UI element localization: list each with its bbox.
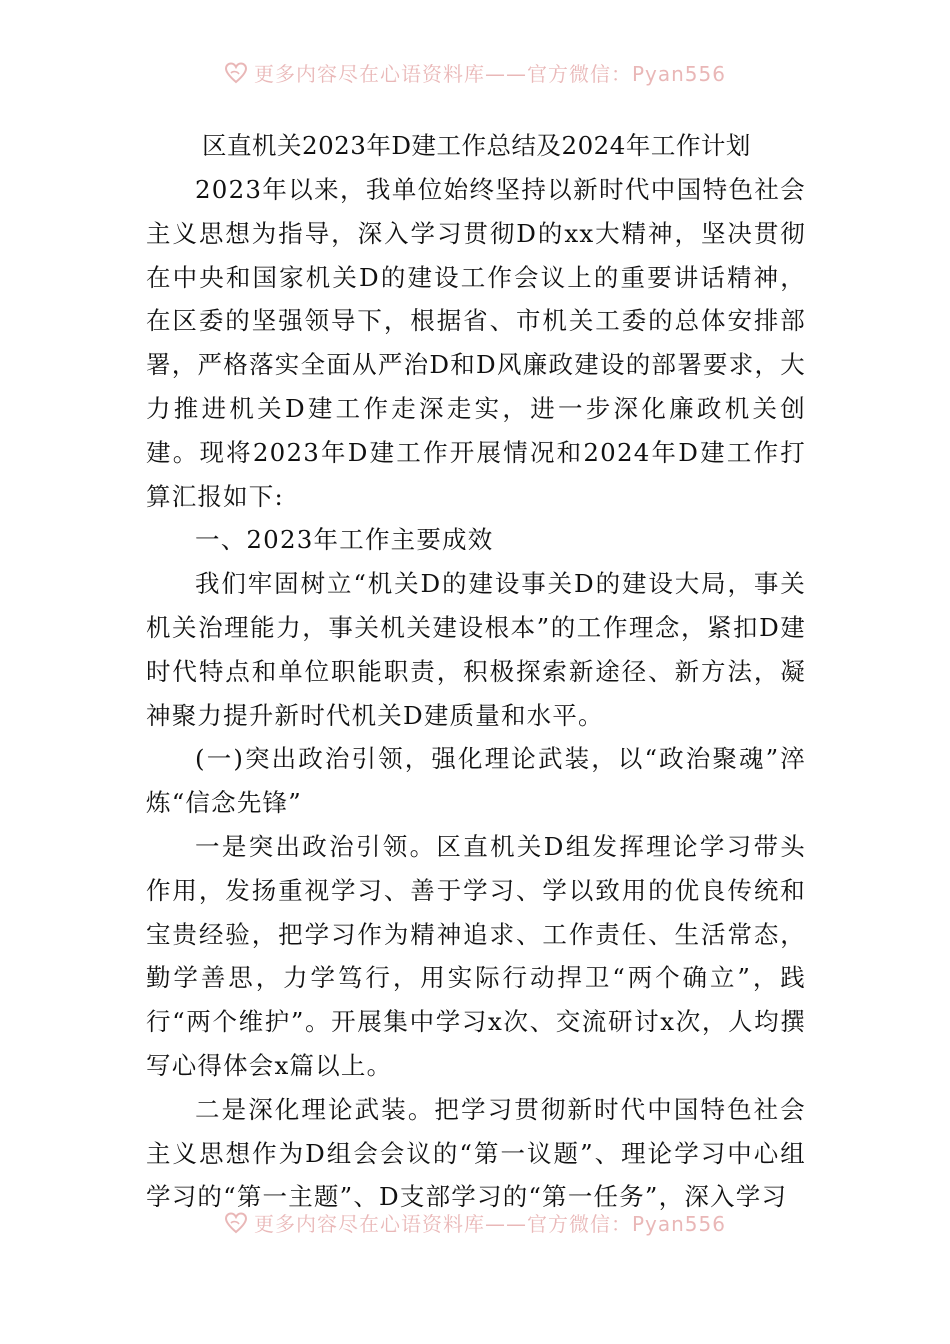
document-page: [146, 124, 806, 1219]
heart-logo-icon: [224, 61, 248, 85]
subsection-heading-political-leadership: (一)突出政治引领，强化理论武装，以“政治聚魂”淬炼“信念先锋”: [146, 744, 806, 818]
point-one-paragraph: 一是突出政治引领。区直机关D组发挥理论学习带头作用，发扬重视学习、善于学习、学以致用的优良传统和宝贵经验，把学习作为精神追求、工作责任、生活常态，勤学善思，力学笃行，用实际行动捍卫“两个确立”，践行“两个维护”。开展集中学习x次、交流研讨x次，人均撰写心得体会x篇以上。: [146, 831, 806, 1080]
heart-logo-icon: [224, 1211, 248, 1235]
intro-paragraph: 2023年以来，我单位始终坚持以新时代中国特色社会主义思想为指导，深入学习贯彻D的xx大精神，坚决贯彻在中央和国家机关D的建设工作会议上的重要讲话精神，在区委的坚强领导下，根据省、市机关工委的总体安排部署，严格落实全面从严治D和D风廉政建设的部署要求，大力推进机关D建工作走深走实，进一步深化廉政机关创建。现将2023年D建工作开展情况和2024年D建工作打算汇报如下:: [146, 175, 806, 511]
section-heading-achievements: 一、2023年工作主要成效: [195, 525, 494, 555]
watermark-bottom: [0, 1208, 950, 1237]
document-title: 区直机关2023年D建工作总结及2024年工作计划: [202, 131, 751, 160]
watermark-text: 更多内容尽在心语资料库——官方微信：Pyan556: [253, 1212, 726, 1236]
section-intro-paragraph: 我们牢固树立“机关D的建设事关D的建设大局，事关机关治理能力，事关机关建设根本”的工作理念，紧扣D建时代特点和单位职能职责，积极探索新途径、新方法，凝神聚力提升新时代机关D建质量和水平。: [146, 569, 806, 730]
point-two-paragraph: 二是深化理论武装。把学习贯彻新时代中国特色社会主义思想作为D组会会议的“第一议题”、理论学习中心组学习的“第一主题”、D支部学习的“第一任务”，深入学习: [146, 1094, 806, 1212]
watermark-top: [0, 58, 950, 87]
watermark-text: 更多内容尽在心语资料库——官方微信：Pyan556: [253, 62, 726, 86]
